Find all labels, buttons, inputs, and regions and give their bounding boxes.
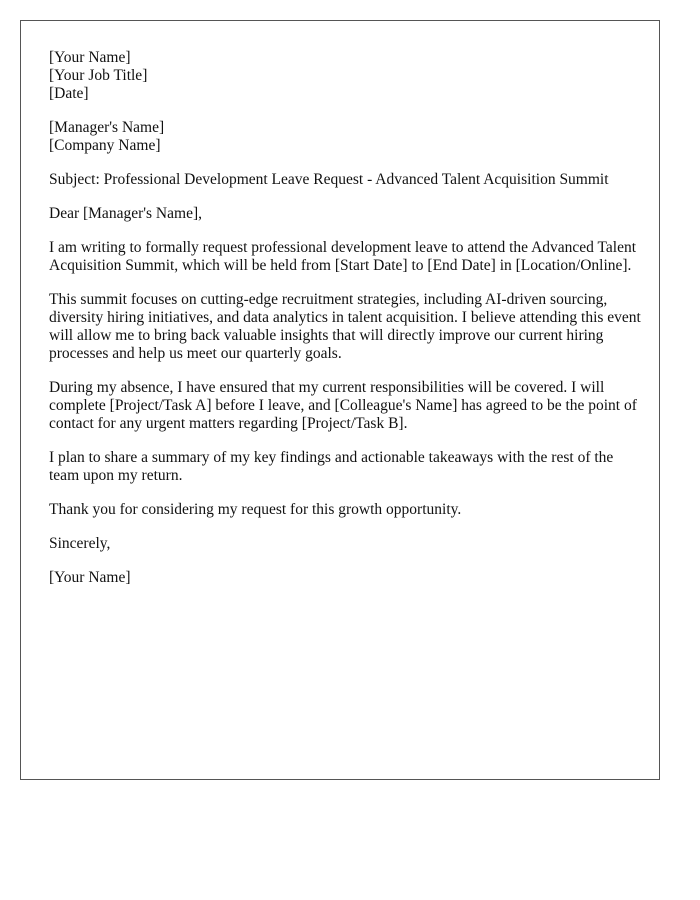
- subject-line: Subject: Professional Development Leave Request - Advanced Talent Acquisition Summit: [49, 171, 609, 188]
- body-paragraph: I am writing to formally request professional development leave to attend the Advanced Talent Acquisition Summit, which will be held from [Start Date] to [End Date] in [Location/Online].: [49, 239, 637, 274]
- body-paragraph: This summit focuses on cutting-edge recruitment strategies, including AI-driven sourcing, diversity hiring initiatives, and data analytics in talent acquisition. I believe attending this event will allow me to bring back valuable insights that will directly improve our current hiring processes and help us meet our quarterly goals.: [49, 291, 641, 362]
- salutation: Dear [Manager's Name],: [49, 205, 202, 222]
- letter-frame: [20, 20, 660, 780]
- body-paragraph: Thank you for considering my request for this growth opportunity.: [49, 501, 462, 518]
- letter-body: [49, 49, 645, 603]
- closing: Sincerely,: [49, 535, 111, 552]
- letter-date: [Date]: [49, 85, 89, 102]
- sender-job-title: [Your Job Title]: [49, 67, 148, 84]
- body-paragraph: During my absence, I have ensured that my current responsibilities will be covered. I will complete [Project/Task A] before I leave, and [Colleague's Name] has agreed to be the point of contact for any urgent matters regarding [Project/Task B].: [49, 379, 637, 432]
- sender-block: [49, 49, 645, 103]
- body-paragraph: I plan to share a summary of my key findings and actionable takeaways with the rest of the team upon my return.: [49, 449, 614, 484]
- recipient-block: [49, 119, 645, 155]
- recipient-name: [Manager's Name]: [49, 119, 165, 136]
- recipient-company: [Company Name]: [49, 137, 161, 154]
- sender-name: [Your Name]: [49, 49, 131, 66]
- signature: [Your Name]: [49, 569, 131, 586]
